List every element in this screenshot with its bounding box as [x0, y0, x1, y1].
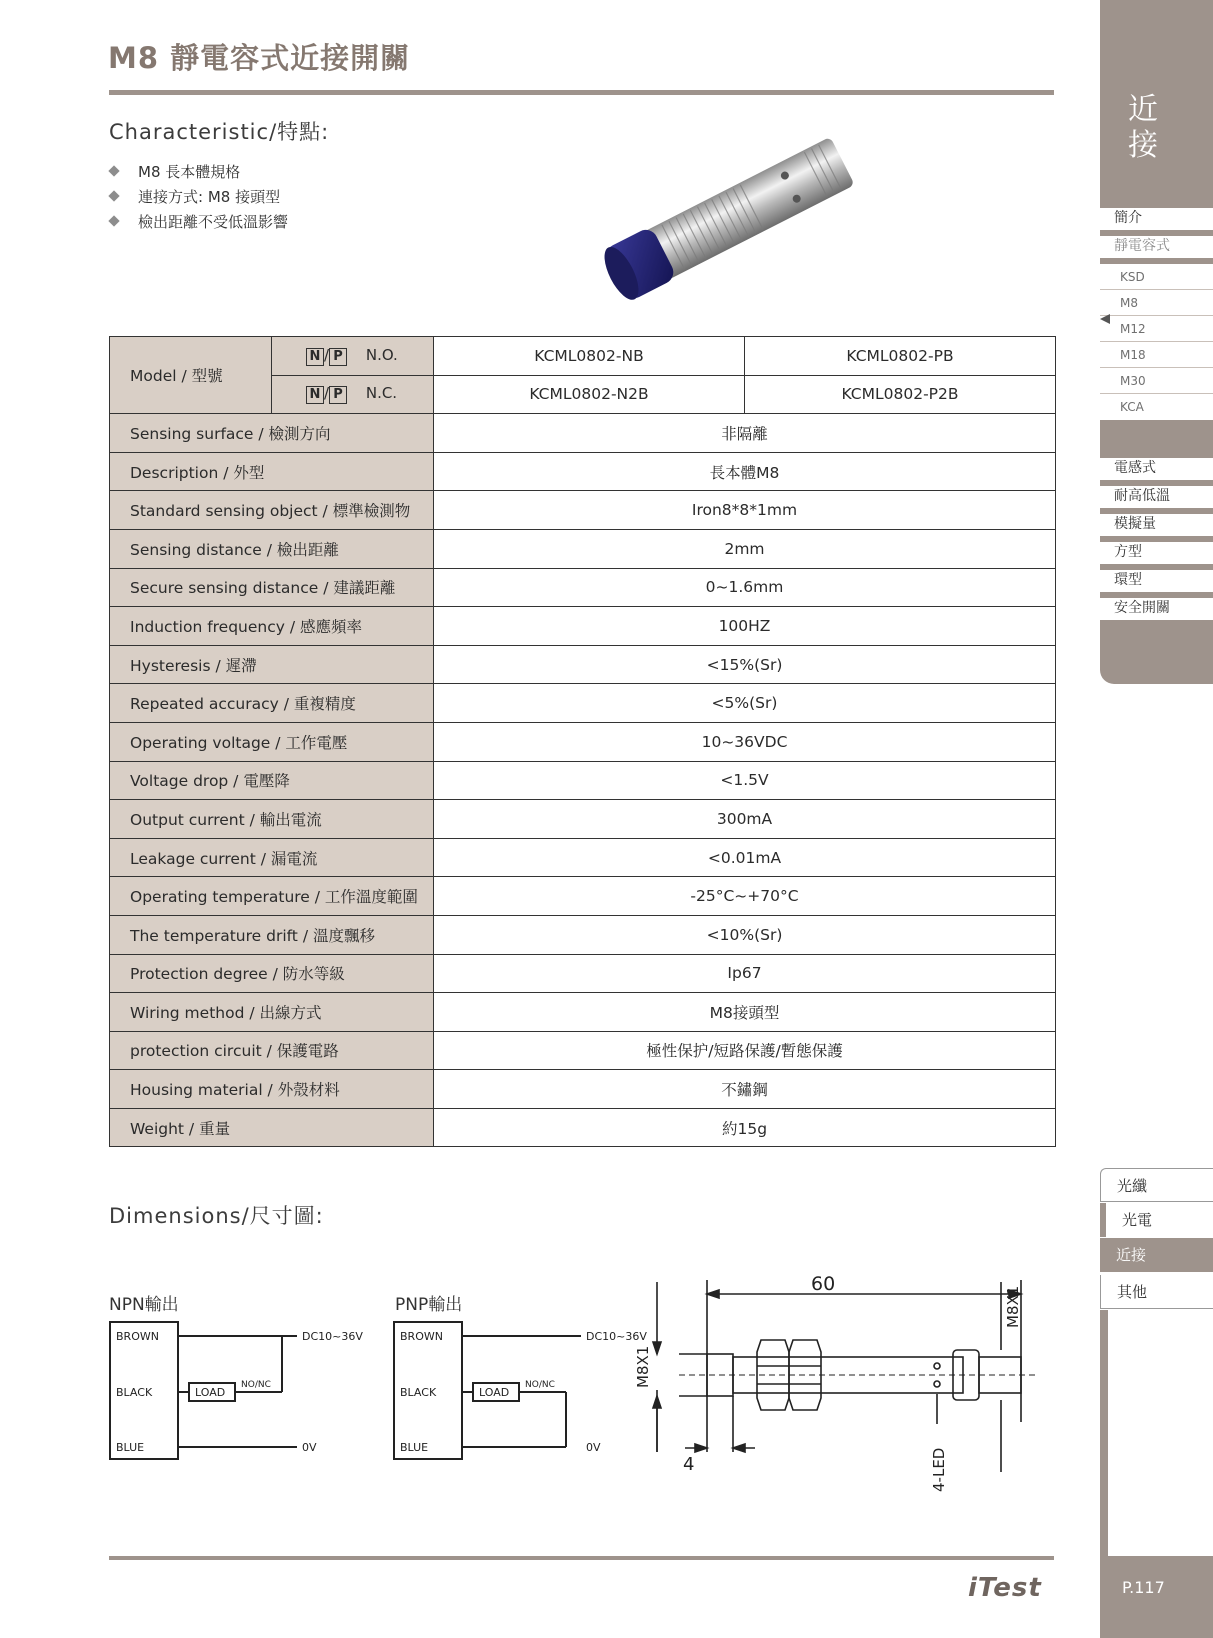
category-photoelectric[interactable]: 光電 [1100, 1203, 1213, 1237]
spec-value: 約15g [434, 1108, 1056, 1147]
spec-value: 極性保护/短路保護/暫態保護 [434, 1031, 1056, 1070]
load-label: LOAD [195, 1386, 226, 1399]
feature-item [110, 185, 288, 210]
table-row [110, 684, 1056, 723]
table-row [110, 800, 1056, 839]
table-row [110, 529, 1056, 568]
dim-four-label: 4 [683, 1454, 695, 1475]
current-page-arrow-icon [1100, 313, 1112, 325]
spec-label: Sensing distance / 檢出距離 [110, 529, 434, 568]
table-row [110, 993, 1056, 1032]
nonc-label: NO/NC [241, 1380, 271, 1390]
feature-list [110, 160, 288, 235]
supply-label: DC10~36V [586, 1330, 647, 1343]
spec-value: 10~36VDC [434, 722, 1056, 761]
spec-value: -25°C~+70°C [434, 877, 1056, 916]
zero-volt-label: 0V [302, 1441, 317, 1454]
no-type-cell [272, 337, 434, 376]
sub-item-m12[interactable]: M12 [1100, 316, 1213, 342]
table-row [110, 722, 1056, 761]
spec-label: Weight / 重量 [110, 1108, 434, 1147]
table-row [110, 954, 1056, 993]
spec-value: Iron8*8*1mm [434, 491, 1056, 530]
category-other[interactable]: 其他 [1100, 1275, 1213, 1309]
spec-label: Standard sensing object / 標準檢測物 [110, 491, 434, 530]
footer-divider [109, 1556, 1054, 1560]
feature-item [110, 160, 288, 185]
section-tab [1100, 0, 1213, 208]
diamond-bullet-icon [108, 190, 119, 201]
spec-label: Protection degree / 防水等級 [110, 954, 434, 993]
spec-value: 非隔離 [434, 414, 1056, 453]
spec-label: The temperature drift / 溫度飄移 [110, 915, 434, 954]
dim-led-label: 4-LED [930, 1447, 948, 1492]
sub-item-kca[interactable]: KCA [1100, 394, 1213, 420]
table-row [110, 414, 1056, 453]
pnp-title: PNP輸出 [395, 1295, 463, 1315]
menu-inductive[interactable]: 電感式 [1100, 458, 1213, 480]
wire-blue-label: BLUE [400, 1441, 429, 1454]
spec-value: <1.5V [434, 761, 1056, 800]
sub-item-ksd[interactable]: KSD [1100, 264, 1213, 290]
spec-label: Hysteresis / 遲滯 [110, 645, 434, 684]
model-nc-npn: KCML0802-N2B [434, 375, 745, 414]
table-row [110, 452, 1056, 491]
spec-value: 0~1.6mm [434, 568, 1056, 607]
table-row [110, 1070, 1056, 1109]
spec-value: <15%(Sr) [434, 645, 1056, 684]
menu-ring[interactable]: 環型 [1100, 570, 1213, 592]
table-row [110, 915, 1056, 954]
np-sep: / [324, 384, 330, 403]
nonc-label: NO/NC [525, 1380, 555, 1390]
spec-label: protection circuit / 保護電路 [110, 1031, 434, 1070]
spec-value: <0.01mA [434, 838, 1056, 877]
brand-logo: iTest [968, 1573, 1042, 1603]
wire-black-label: BLACK [400, 1386, 437, 1399]
menu-square[interactable]: 方型 [1100, 542, 1213, 564]
table-row [110, 1031, 1056, 1070]
table-row [110, 491, 1056, 530]
table-row [110, 337, 1056, 376]
table-row [110, 645, 1056, 684]
menu-safety-switch[interactable]: 安全開關 [1100, 598, 1213, 620]
dim-length-label: 60 [811, 1273, 836, 1295]
wire-brown-label: BROWN [400, 1330, 443, 1343]
spec-label: Housing material / 外殼材料 [110, 1070, 434, 1109]
spec-label: Induction frequency / 感應頻率 [110, 607, 434, 646]
feature-text: M8 長本體規格 [138, 163, 241, 181]
no-label: N.O. [365, 345, 398, 364]
spec-value: 100HZ [434, 607, 1056, 646]
dimension-drawing [634, 1262, 1055, 1492]
model-nc-pnp: KCML0802-P2B [745, 375, 1056, 414]
dimensions-heading: Dimensions/尺寸圖: [109, 1204, 324, 1228]
n-box: N [306, 386, 324, 404]
spec-value: 2mm [434, 529, 1056, 568]
spec-value: <5%(Sr) [434, 684, 1056, 723]
wire-black-label: BLACK [116, 1386, 153, 1399]
wire-blue-label: BLUE [116, 1441, 145, 1454]
dim-thread-label: M8X1 [634, 1345, 652, 1388]
p-box: P [329, 386, 347, 404]
diamond-bullet-icon [108, 215, 119, 226]
spec-label: Output current / 輸出電流 [110, 800, 434, 839]
menu-intro[interactable]: 簡介 [1100, 208, 1213, 230]
supply-label: DC10~36V [302, 1330, 363, 1343]
table-row [110, 761, 1056, 800]
spec-label: Secure sensing distance / 建議距離 [110, 568, 434, 607]
spec-table [109, 336, 1056, 1147]
spec-value: 不鏽鋼 [434, 1070, 1056, 1109]
product-image [585, 118, 895, 308]
npn-title: NPN輸出 [109, 1295, 179, 1315]
table-row [110, 838, 1056, 877]
diamond-bullet-icon [108, 165, 119, 176]
spec-label: Leakage current / 漏電流 [110, 838, 434, 877]
spec-label: Operating temperature / 工作溫度範圍 [110, 877, 434, 916]
sub-item-m8[interactable]: M8 [1100, 290, 1213, 316]
model-no-npn: KCML0802-NB [434, 337, 745, 376]
table-row [110, 607, 1056, 646]
characteristic-heading: Characteristic/特點: [109, 120, 330, 144]
feature-item [110, 210, 288, 235]
dim-thread-right-label: M8X1 [1004, 1285, 1022, 1328]
sub-item-m18[interactable]: M18 [1100, 342, 1213, 368]
page-number: P.117 [1100, 1556, 1213, 1638]
sub-item-m30[interactable]: M30 [1100, 368, 1213, 394]
p-box: P [329, 348, 347, 366]
spec-label: Voltage drop / 電壓降 [110, 761, 434, 800]
np-sep: / [324, 345, 330, 364]
npn-wiring-diagram [109, 1310, 399, 1460]
spec-label: Sensing surface / 檢測方向 [110, 414, 434, 453]
spec-value: Ip67 [434, 954, 1056, 993]
category-proximity[interactable]: 近接 [1100, 1238, 1213, 1272]
section-tab-char: 接 [1128, 128, 1158, 163]
category-fiber[interactable]: 光纖 [1100, 1168, 1213, 1202]
section-tab-char: 近 [1128, 92, 1158, 127]
spec-label: Description / 外型 [110, 452, 434, 491]
spec-value: <10%(Sr) [434, 915, 1056, 954]
spec-label: Operating voltage / 工作電壓 [110, 722, 434, 761]
load-label: LOAD [479, 1386, 510, 1399]
nc-label: N.C. [365, 384, 398, 403]
spec-label: Repeated accuracy / 重複精度 [110, 684, 434, 723]
menu-high-low-temp[interactable]: 耐高低溫 [1100, 486, 1213, 508]
table-row [110, 877, 1056, 916]
model-label: Model / 型號 [110, 337, 272, 414]
spec-value: 300mA [434, 800, 1056, 839]
table-row [110, 1108, 1056, 1147]
page-title: M8 靜電容式近接開關 [108, 41, 411, 75]
spec-value: 長本體M8 [434, 452, 1056, 491]
spec-label: Wiring method / 出線方式 [110, 993, 434, 1032]
table-row [110, 568, 1056, 607]
title-divider [109, 90, 1054, 95]
wire-brown-label: BROWN [116, 1330, 159, 1343]
spec-value: M8接頭型 [434, 993, 1056, 1032]
n-box: N [306, 348, 324, 366]
model-no-pnp: KCML0802-PB [745, 337, 1056, 376]
zero-volt-label: 0V [586, 1441, 601, 1454]
menu-capacitive[interactable]: 靜電容式 [1100, 236, 1213, 258]
feature-text: 檢出距離不受低溫影響 [138, 213, 289, 231]
feature-text: 連接方式: M8 接頭型 [138, 188, 281, 206]
nc-type-cell [272, 375, 434, 414]
menu-analog[interactable]: 模擬量 [1100, 514, 1213, 536]
